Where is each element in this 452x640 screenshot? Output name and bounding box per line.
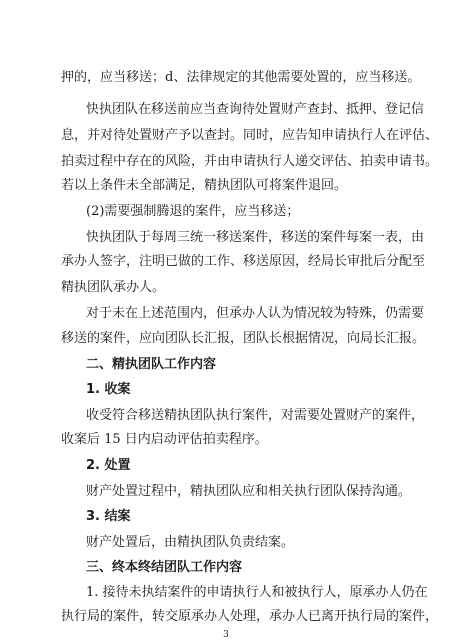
text-line: 押的，应当移送；d、法律规定的其他需要处置的，应当移送。 xyxy=(61,70,421,85)
page-number: 3 xyxy=(223,630,229,640)
text-line: 对于未在上述范围内，但承办人认为情况较为特殊，仍需要 xyxy=(86,306,425,321)
text-line: 财产处置过程中，精执团队应和相关执行团队保持沟通。 xyxy=(86,484,412,499)
text-line: 若以上条件未全部满足，精执团队可将案件退回。 xyxy=(61,178,348,193)
text-line: 快执团队在移送前应当查询待处置财产查封、抵押、登记信 xyxy=(86,102,425,117)
text-line: 快执团队于每周三统一移送案件，移送的案件每案一表，由 xyxy=(86,230,425,245)
section-heading: 二、精执团队工作内容 xyxy=(86,357,217,372)
subsection-heading: 3. 结案 xyxy=(86,509,131,524)
subsection-heading: 1. 收案 xyxy=(86,382,131,397)
text-line: 财产处置后，由精执团队负责结案。 xyxy=(86,535,295,550)
subsection-heading: 2. 处置 xyxy=(86,458,131,473)
text-line: 收案后 15 日内启动评估拍卖程序。 xyxy=(61,432,268,447)
text-line: 息，并对待处置财产予以查封。同时，应告知申请执行人在评估、 xyxy=(61,128,439,143)
text-line: 收受符合移送精执团队执行案件，对需要处置财产的案件， xyxy=(86,408,425,423)
text-line: 执行局的案件，转交原承办人处理，承办人已离开执行局的案件， xyxy=(61,609,439,624)
text-line: 承办人签字，注明已做的工作、移送原因，经局长审批后分配至 xyxy=(61,254,426,269)
text-line: 拍卖过程中存在的风险，并由申请执行人递交评估、拍卖申请书。 xyxy=(61,154,439,169)
text-line: 1. 接待未执结案件的申请执行人和被执行人，原承办人仍在 xyxy=(86,585,428,600)
section-heading: 三、终本终结团队工作内容 xyxy=(86,560,243,575)
text-line: 精执团队承办人。 xyxy=(61,280,166,295)
text-line: (2)需要强制腾退的案件，应当移送； xyxy=(86,204,300,219)
text-line: 移送的案件，应向团队长汇报，团队长根据情况，向局长汇报。 xyxy=(61,331,426,346)
